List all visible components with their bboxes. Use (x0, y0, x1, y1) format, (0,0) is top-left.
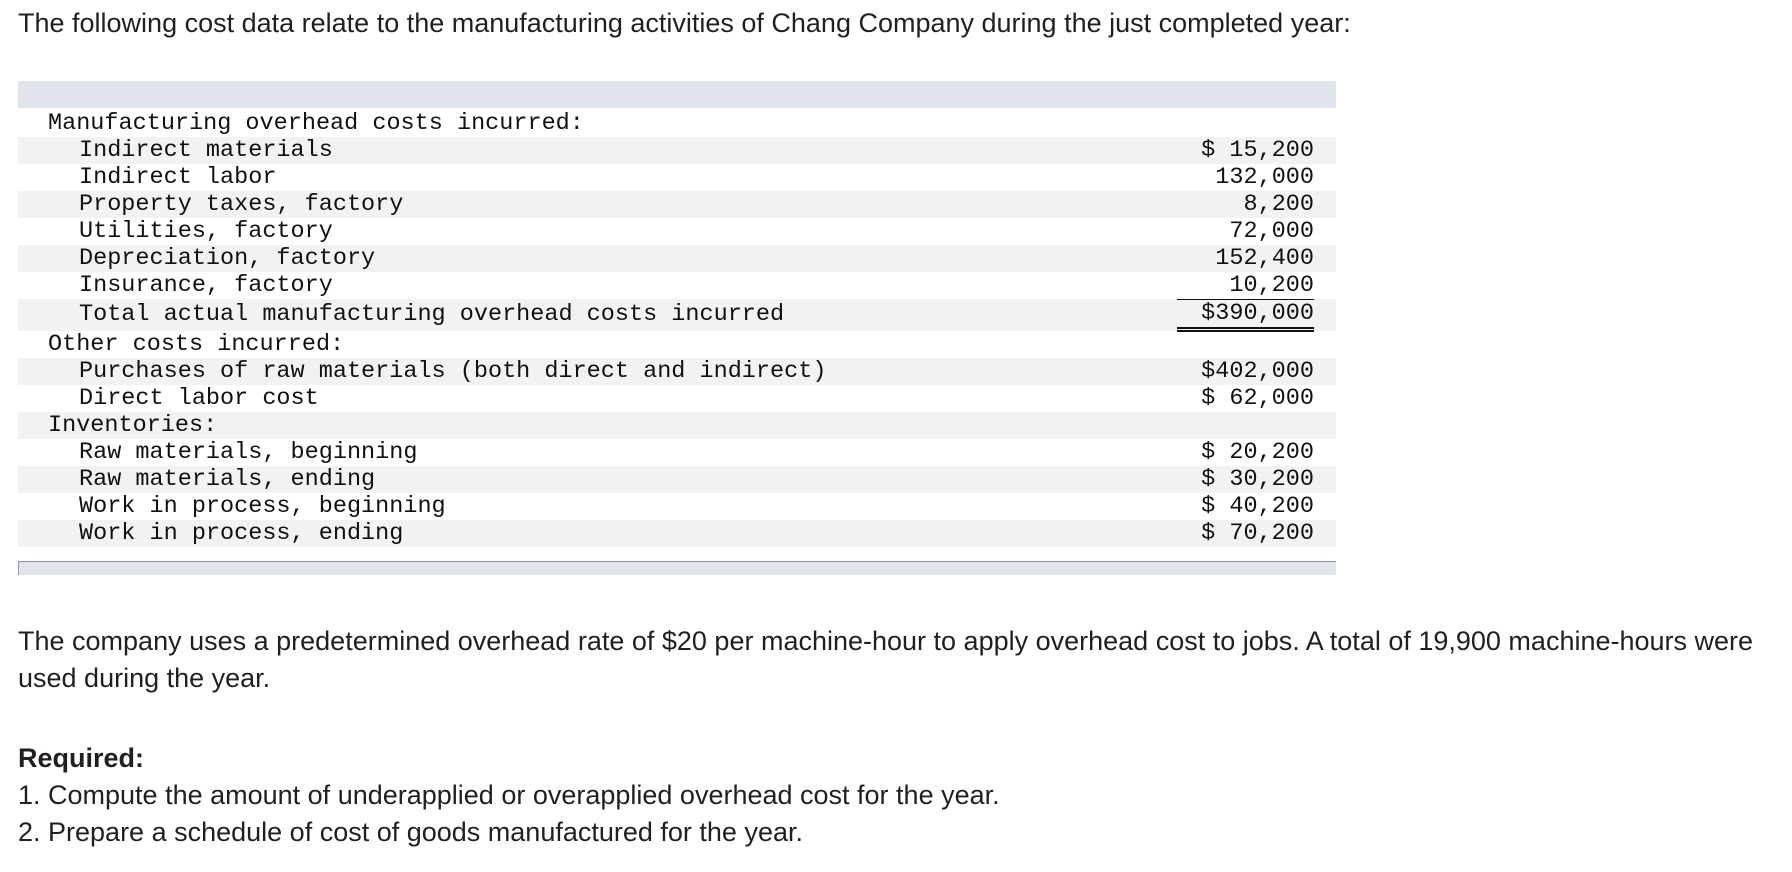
row-amount: 72,000 (1229, 218, 1314, 245)
table-row (18, 164, 1336, 191)
table-row (18, 272, 1336, 299)
required-section (18, 740, 1000, 851)
row-label: Indirect labor (79, 164, 277, 191)
intro-text: The following cost data relate to the manufacturing activities of Chang Company during the just completed year: (18, 8, 1351, 38)
row-label: Depreciation, factory (79, 245, 376, 272)
row-amount: $ 40,200 (1201, 493, 1314, 520)
row-label: Direct labor cost (79, 385, 319, 412)
table-row (18, 358, 1336, 385)
row-amount: 10,200 (1229, 272, 1314, 299)
row-label: Total actual manufacturing overhead costs incurred (79, 301, 785, 328)
table-spacer (18, 547, 1336, 561)
row-label: Work in process, beginning (79, 493, 446, 520)
row-label: Manufacturing overhead costs incurred: (48, 110, 584, 137)
row-amount: $ 20,200 (1201, 439, 1314, 466)
total-amount: $390,000 (1177, 299, 1314, 332)
row-amount: $ 62,000 (1201, 385, 1314, 412)
table-row (18, 331, 1336, 358)
table-row (18, 110, 1336, 137)
required-item-1: 1. Compute the amount of underapplied or overapplied overhead cost for the year. (18, 780, 1000, 810)
table-row-total (18, 299, 1336, 331)
table-row (18, 137, 1336, 164)
row-amount: $ 70,200 (1201, 520, 1314, 547)
row-amount: 152,400 (1215, 245, 1314, 272)
table-row (18, 493, 1336, 520)
row-label: Other costs incurred: (48, 331, 345, 358)
row-label: Work in process, ending (79, 520, 404, 547)
required-title: Required: (18, 743, 145, 773)
table-row (18, 191, 1336, 218)
required-item-2: 2. Prepare a schedule of cost of goods manufactured for the year. (18, 817, 803, 847)
row-amount: 132,000 (1215, 164, 1314, 191)
table-row (18, 466, 1336, 493)
table-row (18, 412, 1336, 439)
overhead-rate-paragraph: The company uses a predetermined overhead rate of $20 per machine-hour to apply overhead cost to jobs. A total of 19,900 machine-hours were used during the year. (18, 626, 1754, 693)
row-label: Raw materials, beginning (79, 439, 418, 466)
row-amount: $402,000 (1201, 358, 1314, 385)
table-row (18, 385, 1336, 412)
row-label: Utilities, factory (79, 218, 333, 245)
table-row (18, 439, 1336, 466)
cost-data-table (18, 81, 1336, 575)
row-label: Raw materials, ending (79, 466, 376, 493)
table-row (18, 218, 1336, 245)
table-footer-bar (18, 561, 1336, 575)
row-amount: $ 15,200 (1201, 137, 1314, 164)
table-header-bar (18, 81, 1336, 108)
table-row (18, 520, 1336, 547)
table-rows (18, 108, 1336, 561)
row-label: Indirect materials (79, 137, 333, 164)
row-label: Property taxes, factory (79, 191, 404, 218)
row-label: Insurance, factory (79, 272, 333, 299)
row-amount: 8,200 (1243, 191, 1314, 218)
table-row (18, 245, 1336, 272)
row-label: Inventories: (48, 412, 218, 439)
row-label: Purchases of raw materials (both direct and indirect) (79, 358, 827, 385)
row-amount: $ 30,200 (1201, 466, 1314, 493)
